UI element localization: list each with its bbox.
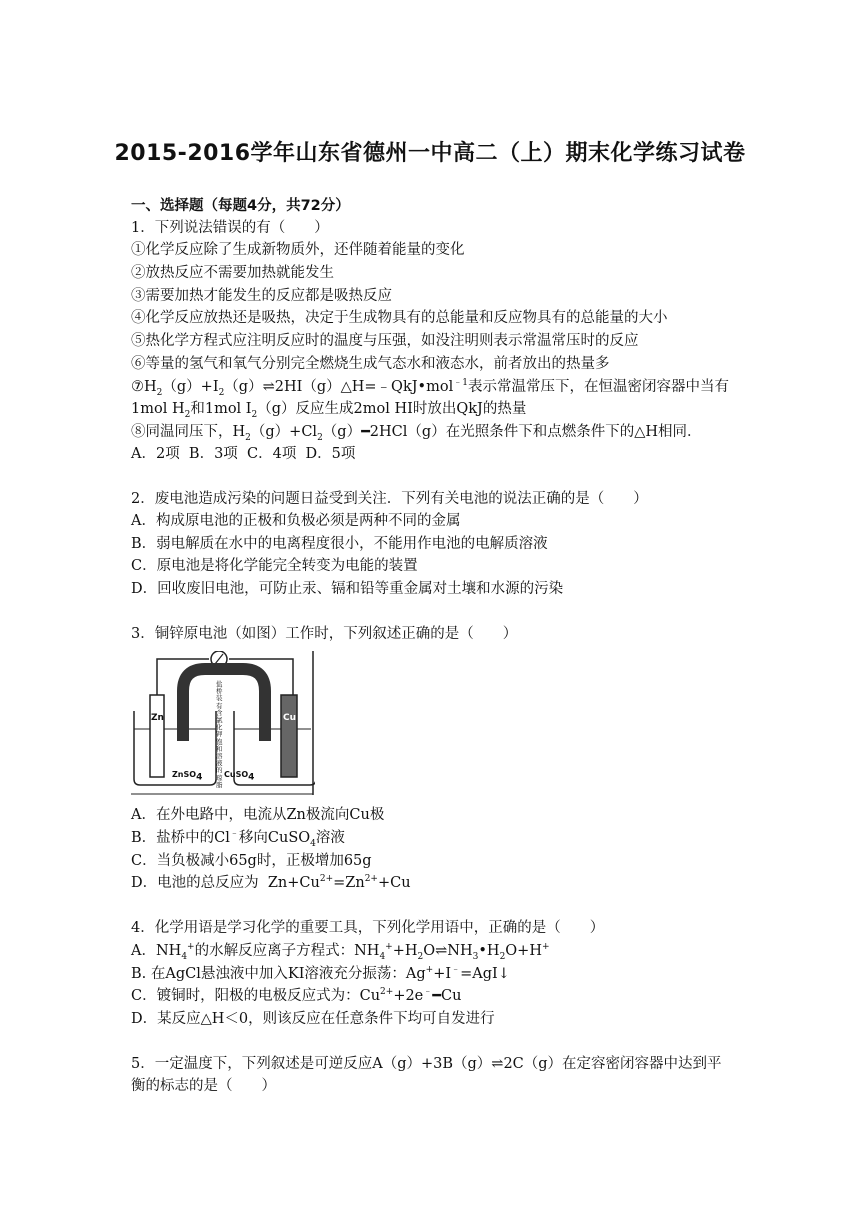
q3-option-c: C．当负极减小65g时，正极增加65g	[131, 853, 372, 869]
cuso4-label: CuSO$_4$	[224, 770, 255, 783]
q4-option-a: A．$NH_4^+$的水解反应离子方程式：$NH_4^++H_2O\rightleftharpoons NH_3•H_2O+H^+$	[131, 942, 550, 962]
cu-electrode-label: Cu	[283, 713, 297, 723]
znso4-label: ZnSO$_4$	[172, 770, 203, 783]
q3-stem: 3．铜锌原电池（如图）工作时，下列叙述正确的是（ ）	[131, 626, 518, 642]
q3-option-b: B．盐桥中的Cl﹣移向CuSO$_4$溶液	[131, 829, 345, 849]
zn-electrode-label: Zn	[151, 713, 164, 723]
q4-option-d: D．某反应△H＜0，则该反应在任意条件下均可自发进行	[131, 1011, 495, 1027]
q1-item-7-cont: 1mol $H_2$和1mol $I_2(g)$反应生成2mol HI时放出QkJ的热量	[131, 401, 527, 420]
q4-stem: 4．化学用语是学习化学的重要工具，下列化学用语中，正确的是（ ）	[131, 920, 605, 936]
q5-stem-cont: 衡的标志的是（ ）	[131, 1078, 276, 1094]
salt-bridge-label: 盐桥装有含氯化钾饱和溶液的琼脂	[216, 680, 223, 789]
q1-item-6: ⑥等量的氢气和氧气分别完全燃烧生成气态水和液态水，前者放出的热量多	[131, 356, 610, 372]
q1-item-2: ②放热反应不需要加热就能发生	[131, 265, 334, 281]
section-heading: 一、选择题（每题4分，共72分）	[131, 198, 350, 214]
q1-stem: 1．下列说法错误的有（ ）	[131, 220, 329, 236]
q1-item-1: ①化学反应除了生成新物质外，还伴随着能量的变化	[131, 242, 465, 258]
q2-option-b: B．弱电解质在水中的电离程度很小，不能用作电池的电解质溶液	[131, 536, 548, 552]
q3-option-d: D．电池的总反应为 $Zn+Cu^{2+}=Zn^{2+}+Cu$	[131, 874, 411, 891]
q1-item-3: ③需要加热才能发生的反应都是吸热反应	[131, 288, 392, 304]
q2-option-c: C．原电池是将化学能完全转变为电能的装置	[131, 558, 418, 574]
q1-item-4: ④化学反应放热还是吸热，决定于生成物具有的总能量和反应物具有的总能量的大小	[131, 310, 668, 326]
q5-stem: 5．一定温度下，下列叙述是可逆反应A（g）+3B（g）⇌2C（g）在定容密闭容器中达到平	[131, 1056, 722, 1072]
page-title: 2015-2016学年山东省德州一中高二（上）期末化学练习试卷	[114, 141, 746, 166]
q1-item-8: ⑧同温同压下，$H_2(g)+Cl_2(g)━2HCl(g)$在光照条件下和点燃条件下的△H相同．	[131, 424, 702, 443]
q1-item-7: $⑦H_2(g)+I_2(g)\rightleftharpoons 2HI(g)\triangle H=﹣QkJ•mol^{﹣1}$表示常温常压下，在恒温密闭容器中当有	[131, 378, 729, 398]
q1-options: A．2项 B．3项 C．4项 D．5项	[131, 446, 356, 462]
q2-option-d: D．回收废旧电池，可防止汞、镉和铅等重金属对土壤和水源的污染	[131, 581, 564, 597]
q2-option-a: A．构成原电池的正极和负极必须是两种不同的金属	[131, 513, 461, 529]
q1-item-5: ⑤热化学方程式应注明反应时的温度与压强，如没注明则表示常温常压时的反应	[131, 333, 639, 349]
q4-option-b: B. 在AgCl悬浊液中加入KI溶液充分振荡：Ag++I﹣=AgI↓	[131, 965, 510, 982]
q4-option-c: C．镀铜时，阳极的电极反应式为：$Cu^{2+}+2e^﹣━Cu$	[131, 987, 462, 1004]
q2-stem: 2．废电池造成污染的问题日益受到关注．下列有关电池的说法正确的是（ ）	[131, 491, 648, 507]
q3-option-a: A．在外电路中，电流从Zn极流向Cu极	[131, 807, 385, 823]
